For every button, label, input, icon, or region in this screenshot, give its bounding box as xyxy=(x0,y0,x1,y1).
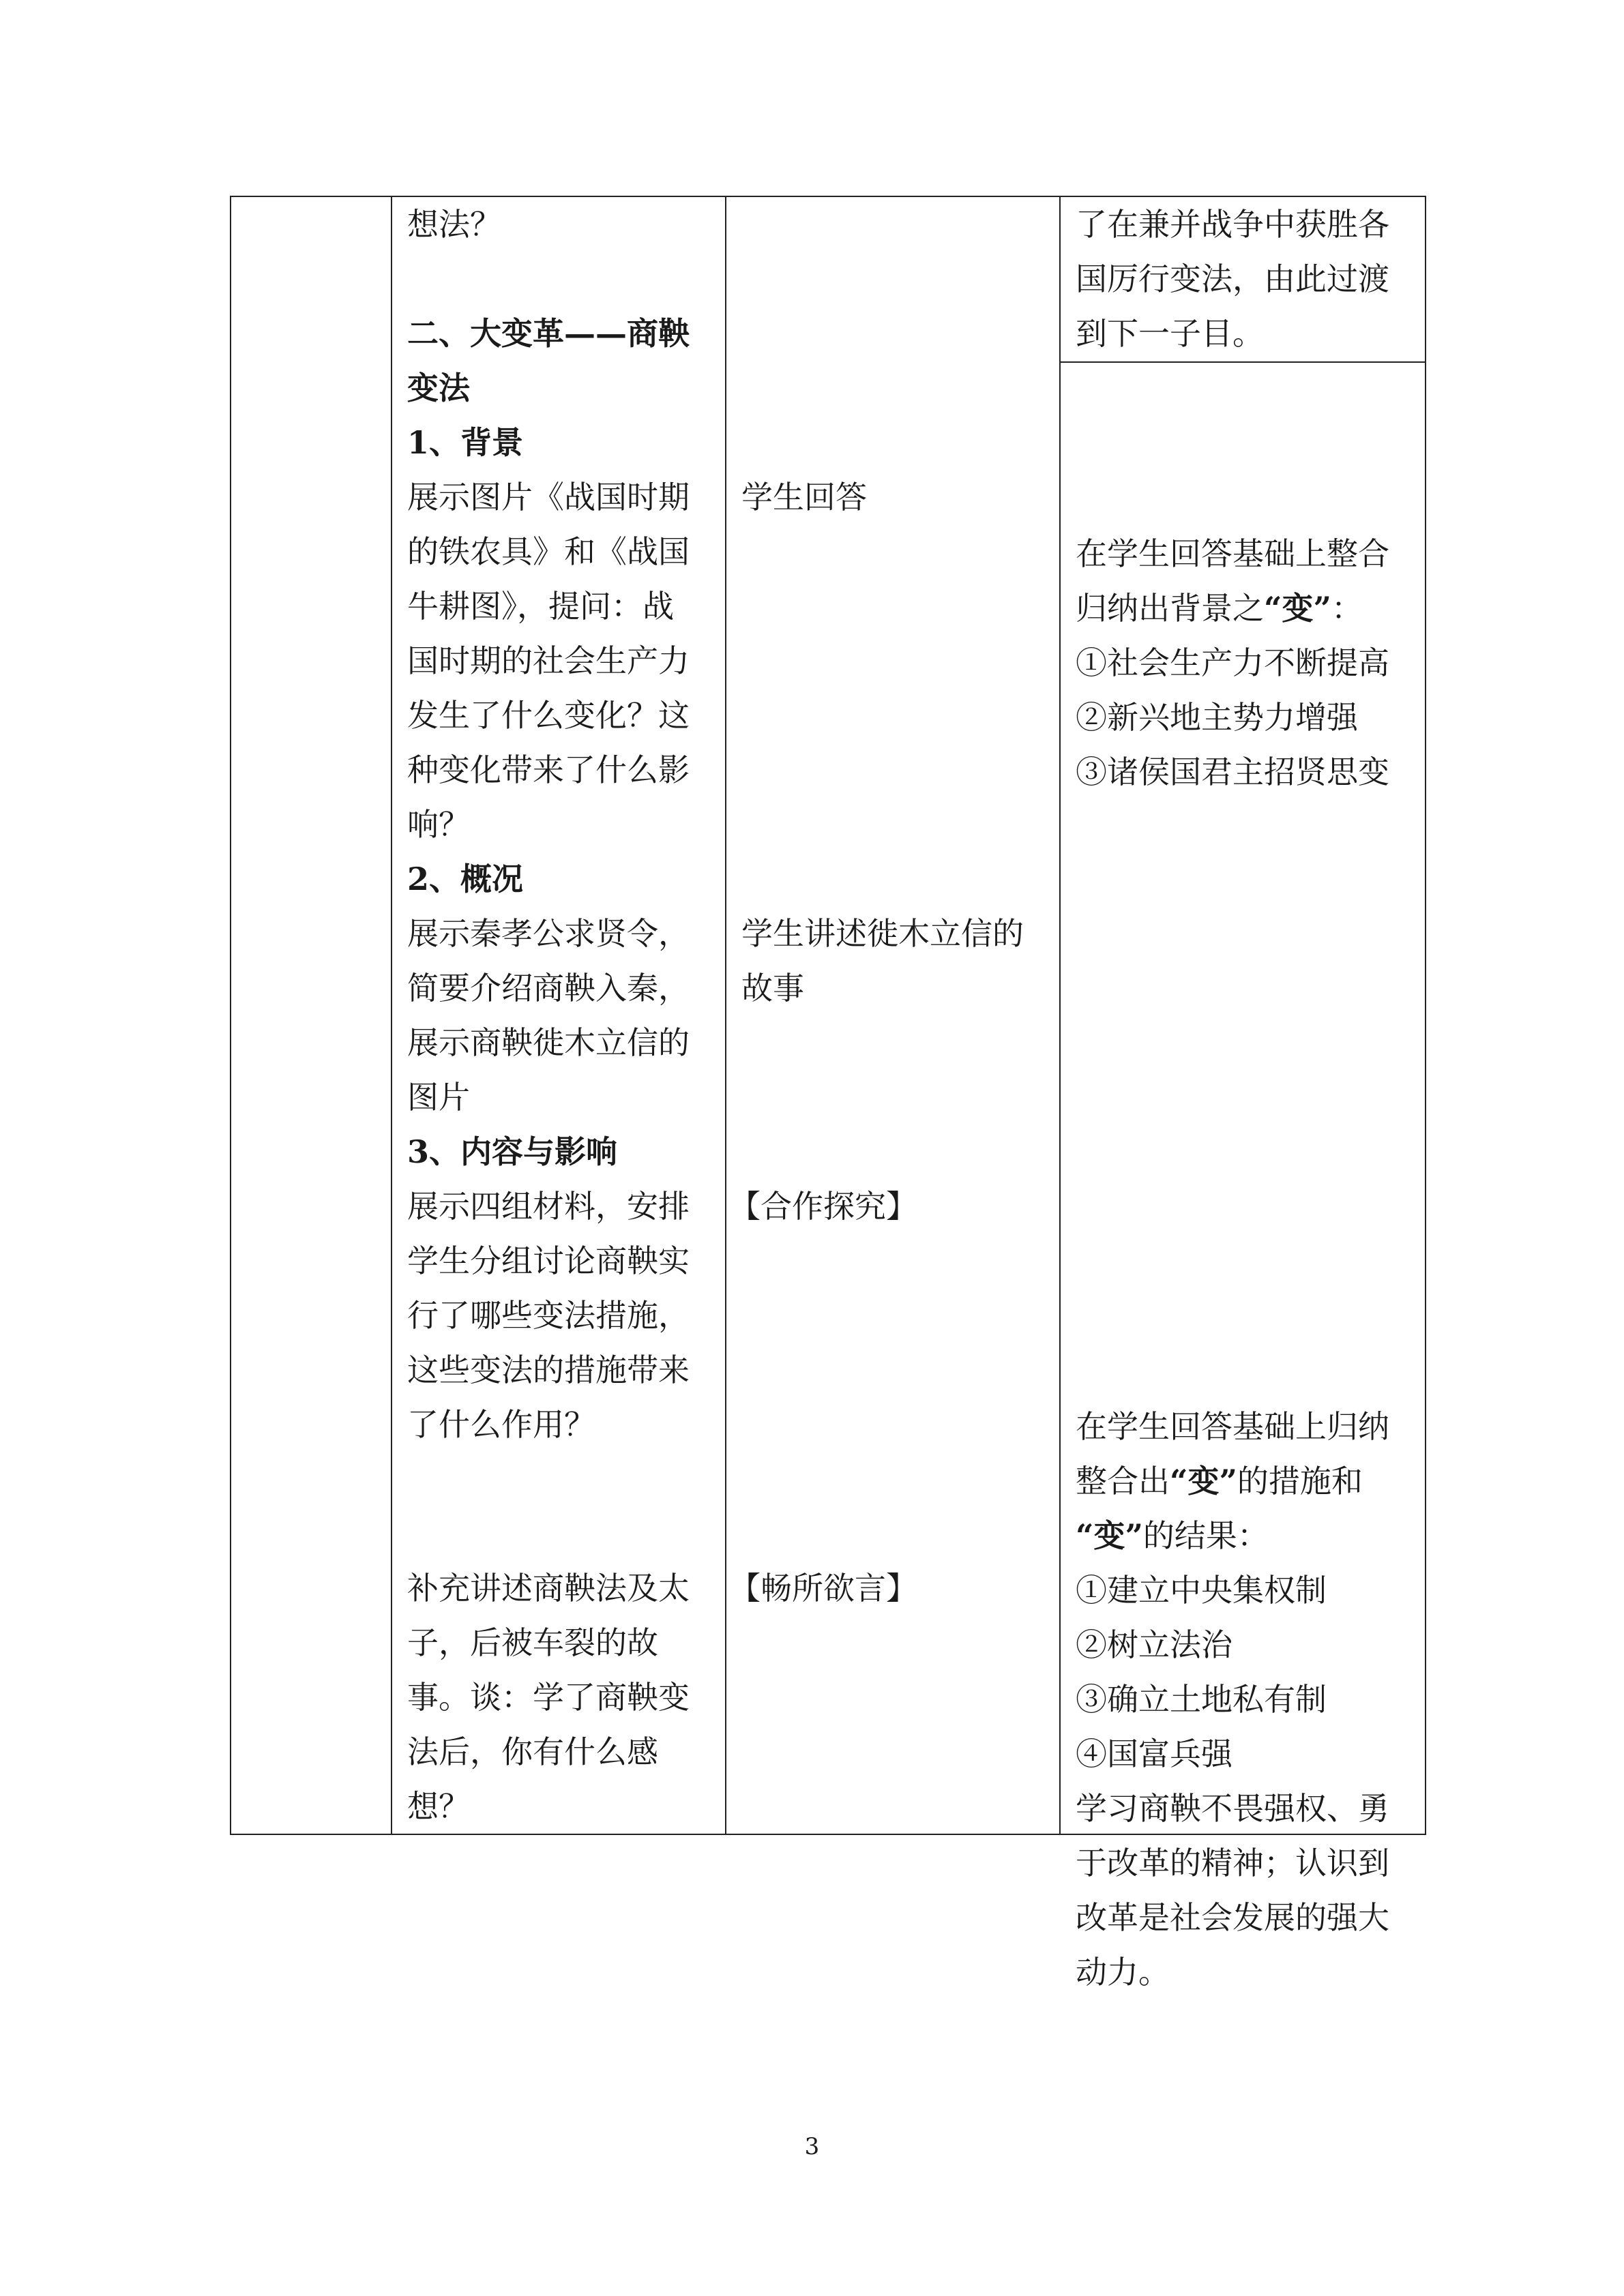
measure-item: ④国富兵强 xyxy=(1076,1735,1232,1772)
teacher-activity-line: 想法？ xyxy=(407,206,501,243)
intent-top-line: 国厉行变法，由此过渡 xyxy=(1076,260,1389,297)
cooperate-explore-label: 【合作探究】 xyxy=(729,1188,917,1225)
measures-summary-line3: “变”的结果： xyxy=(1076,1517,1269,1554)
measures-summary-line1: 在学生回答基础上归纳 xyxy=(1076,1407,1389,1445)
teacher-activity-line: 的铁农具》和《战国 xyxy=(407,533,690,570)
intent-top-line: 到下一子目。 xyxy=(1076,315,1264,352)
page-number: 3 xyxy=(804,2133,820,2160)
measure-item: ①建立中央集权制 xyxy=(1076,1571,1327,1609)
background-item: ③诸侯国君主招贤思变 xyxy=(1076,753,1389,790)
measures-summary-line2: 整合出“变”的措施和 xyxy=(1076,1462,1363,1500)
measure-item: ②树立法治 xyxy=(1076,1626,1232,1663)
teacher-activity-line: 图片 xyxy=(407,1079,470,1116)
teacher-activity-line: 补充讲述商鞅法及太 xyxy=(407,1570,690,1607)
background-summary-line2: 归纳出背景之“变”： xyxy=(1076,589,1363,627)
section-heading-line: 2、概况 xyxy=(407,861,524,897)
speak-freely-label: 【畅所欲言】 xyxy=(729,1570,917,1607)
summary-line: 改革是社会发展的强大 xyxy=(1076,1898,1389,1936)
teacher-activity-line: 发生了什么变化？这 xyxy=(407,697,690,734)
student-activity-cell xyxy=(726,196,1060,1834)
section-heading-line: 3、内容与影响 xyxy=(407,1133,618,1170)
teacher-activity-line: 学生分组讨论商鞅实 xyxy=(407,1242,690,1279)
teacher-activity-line: 想？ xyxy=(407,1788,470,1825)
teacher-activity-line xyxy=(407,252,718,306)
teacher-activity-line: 国时期的社会生产力 xyxy=(407,642,690,679)
teacher-activity-line: 法后，你有什么感 xyxy=(407,1733,658,1770)
section-heading-line: 二、大变革——商鞅 xyxy=(407,315,690,352)
teacher-activity-cell xyxy=(392,196,726,1834)
story-text-line1: 学生讲述徙木立信的 xyxy=(741,915,1024,952)
lesson-plan-table xyxy=(230,196,1426,1991)
teacher-activity-line: 种变化带来了什么影 xyxy=(407,751,690,788)
table-row xyxy=(231,196,1426,362)
teacher-activity-line: 子，后被车裂的故 xyxy=(407,1624,658,1661)
teacher-activity-line xyxy=(407,1452,718,1506)
teacher-activity-line: 展示四组材料，安排 xyxy=(407,1188,690,1225)
summary-line: 于改革的精神；认识到 xyxy=(1076,1844,1389,1881)
teacher-activity-line: 简要介绍商鞅入秦， xyxy=(407,970,690,1007)
intent-top-line: 了在兼并战争中获胜各 xyxy=(1076,206,1389,243)
teacher-activity-line: 牛耕图》，提问：战 xyxy=(407,588,674,625)
background-item: ②新兴地主势力增强 xyxy=(1076,698,1358,736)
teacher-activity-line: 展示秦孝公求贤令， xyxy=(407,915,690,952)
teacher-activity-line: 事。谈：学了商鞅变 xyxy=(407,1679,690,1716)
design-intent-cell-main xyxy=(1060,362,1426,1991)
section-heading-line: 1、背景 xyxy=(407,424,524,461)
student-answer-text: 学生回答 xyxy=(741,479,867,516)
teacher-activity-line: 响？ xyxy=(407,806,470,843)
teacher-activity-text xyxy=(392,197,725,1834)
summary-line: 学习商鞅不畏强权、勇 xyxy=(1076,1789,1389,1827)
measure-item: ③确立土地私有制 xyxy=(1076,1680,1327,1718)
teacher-activity-line xyxy=(407,1506,718,1561)
teacher-activity-line: 了什么作用？ xyxy=(407,1406,595,1443)
design-intent-cell-top xyxy=(1060,196,1426,362)
teacher-activity-line: 行了哪些变法措施， xyxy=(407,1297,690,1334)
summary-line: 动力。 xyxy=(1076,1953,1170,1991)
background-summary-line1: 在学生回答基础上整合 xyxy=(1076,535,1389,572)
story-text-line2: 故事 xyxy=(741,970,804,1007)
section-heading-line: 变法 xyxy=(407,370,470,406)
teacher-activity-line: 展示图片《战国时期 xyxy=(407,479,690,516)
teacher-activity-line: 展示商鞅徙木立信的 xyxy=(407,1024,690,1061)
background-item: ①社会生产力不断提高 xyxy=(1076,644,1389,681)
section-cell xyxy=(231,196,392,1834)
teacher-activity-line: 这些变法的措施带来 xyxy=(407,1352,690,1388)
